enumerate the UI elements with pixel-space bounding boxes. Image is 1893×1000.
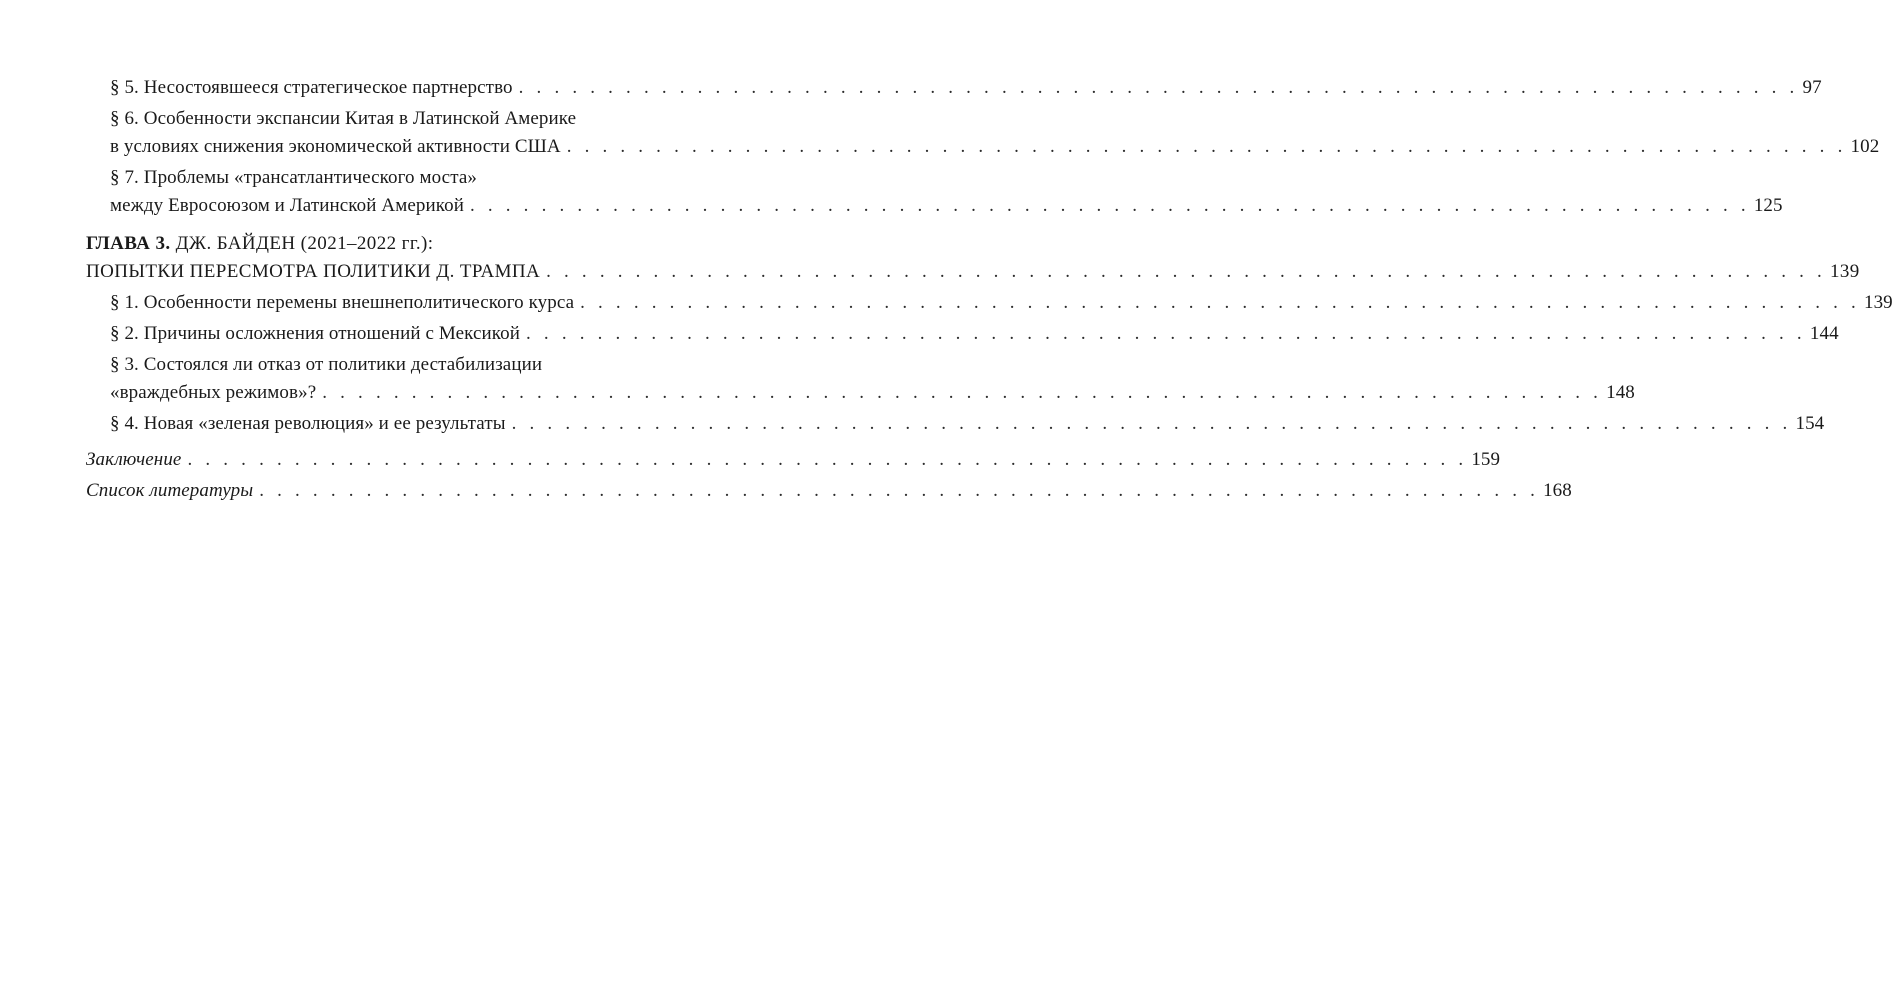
toc-entry-row xyxy=(86,446,1501,474)
toc-page-number: 154 xyxy=(1795,413,1825,434)
dot-leader: . . . . . . . . . . . . . . . . . . . . . . . . . . . . . . . . . . . . . . . . . . . . . . . . . . . . . . . . . . . . . . . . . . . . . . . . xyxy=(187,449,1468,470)
toc-entry-title: в условиях снижения экономической активности США xyxy=(110,136,561,157)
toc-page-number: 159 xyxy=(1471,449,1501,470)
toc-entry-row xyxy=(110,133,1880,161)
dot-leader: . . . . . . . . . . . . . . . . . . . . . . . . . . . . . . . . . . . . . . . . . . . . . . . . . . . . . . . . . . . . . . . . . . . . . . . . xyxy=(546,261,1826,282)
toc-entry-ch3-section-1[interactable] xyxy=(86,289,1893,317)
toc-entry-ch3-section-4[interactable] xyxy=(86,410,1825,438)
toc-entry-conclusion[interactable] xyxy=(86,446,1501,474)
toc-entry-title: «враждебных режимов»? xyxy=(110,382,317,403)
toc-entry-title: § 2. Причины осложнения отношений с Мексикой xyxy=(110,323,521,344)
toc-entry-section-7[interactable] xyxy=(86,164,1783,220)
toc-entry-row xyxy=(110,289,1893,317)
chapter-label: ГЛАВА 3. xyxy=(86,233,171,254)
chapter-title-first-line: ДЖ. БАЙДЕН (2021–2022 гг.): xyxy=(175,233,434,254)
chapter-heading-line xyxy=(86,230,750,258)
toc-entry-bibliography[interactable] xyxy=(86,477,1572,505)
toc-entry-row xyxy=(110,410,1825,438)
dot-leader: . . . . . . . . . . . . . . . . . . . . . . . . . . . . . . . . . . . . . . . . . . . . . . . . . . . . . . . . . . . . . . . . . . . . . . . . xyxy=(566,136,1847,157)
dot-leader: . . . . . . . . . . . . . . . . . . . . . . . . . . . . . . . . . . . . . . . . . . . . . . . . . . . . . . . . . . . . . . . . . . . . . . . . xyxy=(518,77,1799,98)
toc-entry-row xyxy=(110,320,1839,348)
toc-entry-title: Список литературы xyxy=(86,480,254,501)
toc-entry-title: Заключение xyxy=(86,449,182,470)
toc-entry-title: § 5. Несостоявшееся стратегическое партнерство xyxy=(110,77,513,98)
toc-entry-row xyxy=(110,74,1822,102)
dot-leader: . . . . . . . . . . . . . . . . . . . . . . . . . . . . . . . . . . . . . . . . . . . . . . . . . . . . . . . . . . . . . . . . . . . . . . . . xyxy=(322,382,1603,403)
toc-page-number: 148 xyxy=(1606,382,1635,403)
toc-entry-section-6[interactable] xyxy=(86,105,1880,161)
dot-leader: . . . . . . . . . . . . . . . . . . . . . . . . . . . . . . . . . . . . . . . . . . . . . . . . . . . . . . . . . . . . . . . . . . . . . . . . xyxy=(526,323,1806,344)
dot-leader: . . . . . . . . . . . . . . . . . . . . . . . . . . . . . . . . . . . . . . . . . . . . . . . . . . . . . . . . . . . . . . . . . . . . . . . . xyxy=(511,413,1792,434)
toc-page-number: 125 xyxy=(1753,195,1783,216)
toc-page-number: 144 xyxy=(1809,323,1839,344)
toc-entry-ch3-section-3[interactable] xyxy=(86,351,1635,407)
toc-entry-row xyxy=(86,258,1860,286)
dot-leader: . . . . . . . . . . . . . . . . . . . . . . . . . . . . . . . . . . . . . . . . . . . . . . . . . . . . . . . . . . . . . . . . . . . . . . . . xyxy=(469,195,1750,216)
toc-entry-title: § 1. Особенности перемены внешнеполитического курса xyxy=(110,292,575,313)
toc-entry-chapter-3[interactable] xyxy=(86,230,1860,286)
chapter-title: ПОПЫТКИ ПЕРЕСМОТРА ПОЛИТИКИ Д. ТРАМПА xyxy=(86,261,541,282)
dot-leader: . . . . . . . . . . . . . . . . . . . . . . . . . . . . . . . . . . . . . . . . . . . . . . . . . . . . . . . . . . . . . . . . . . . . . . . . xyxy=(259,480,1540,501)
toc-page-number: 97 xyxy=(1802,77,1822,98)
toc-entry-title: § 4. Новая «зеленая революция» и ее результаты xyxy=(110,413,506,434)
toc-page-number: 168 xyxy=(1543,480,1572,501)
toc-entry-row xyxy=(110,379,1635,407)
toc-page-number: 139 xyxy=(1863,292,1893,313)
toc-entry-section-5[interactable] xyxy=(86,74,1822,102)
toc-page-number: 102 xyxy=(1850,136,1880,157)
table-of-contents xyxy=(86,74,1893,505)
dot-leader: . . . . . . . . . . . . . . . . . . . . . . . . . . . . . . . . . . . . . . . . . . . . . . . . . . . . . . . . . . . . . . . . . . . . . . . . xyxy=(580,292,1860,313)
toc-entry-ch3-section-2[interactable] xyxy=(86,320,1839,348)
toc-entry-title-line: § 6. Особенности экспансии Китая в Латинской Америке xyxy=(110,108,577,129)
toc-entry-row xyxy=(86,477,1572,505)
toc-entry-title-line: § 7. Проблемы «трансатлантического моста» xyxy=(110,167,477,188)
toc-entry-title: между Евросоюзом и Латинской Америкой xyxy=(110,195,464,216)
toc-entry-row xyxy=(110,192,1783,220)
toc-page-number: 139 xyxy=(1829,261,1860,282)
toc-entry-title-line: § 3. Состоялся ли отказ от политики дестабилизации xyxy=(110,354,543,375)
